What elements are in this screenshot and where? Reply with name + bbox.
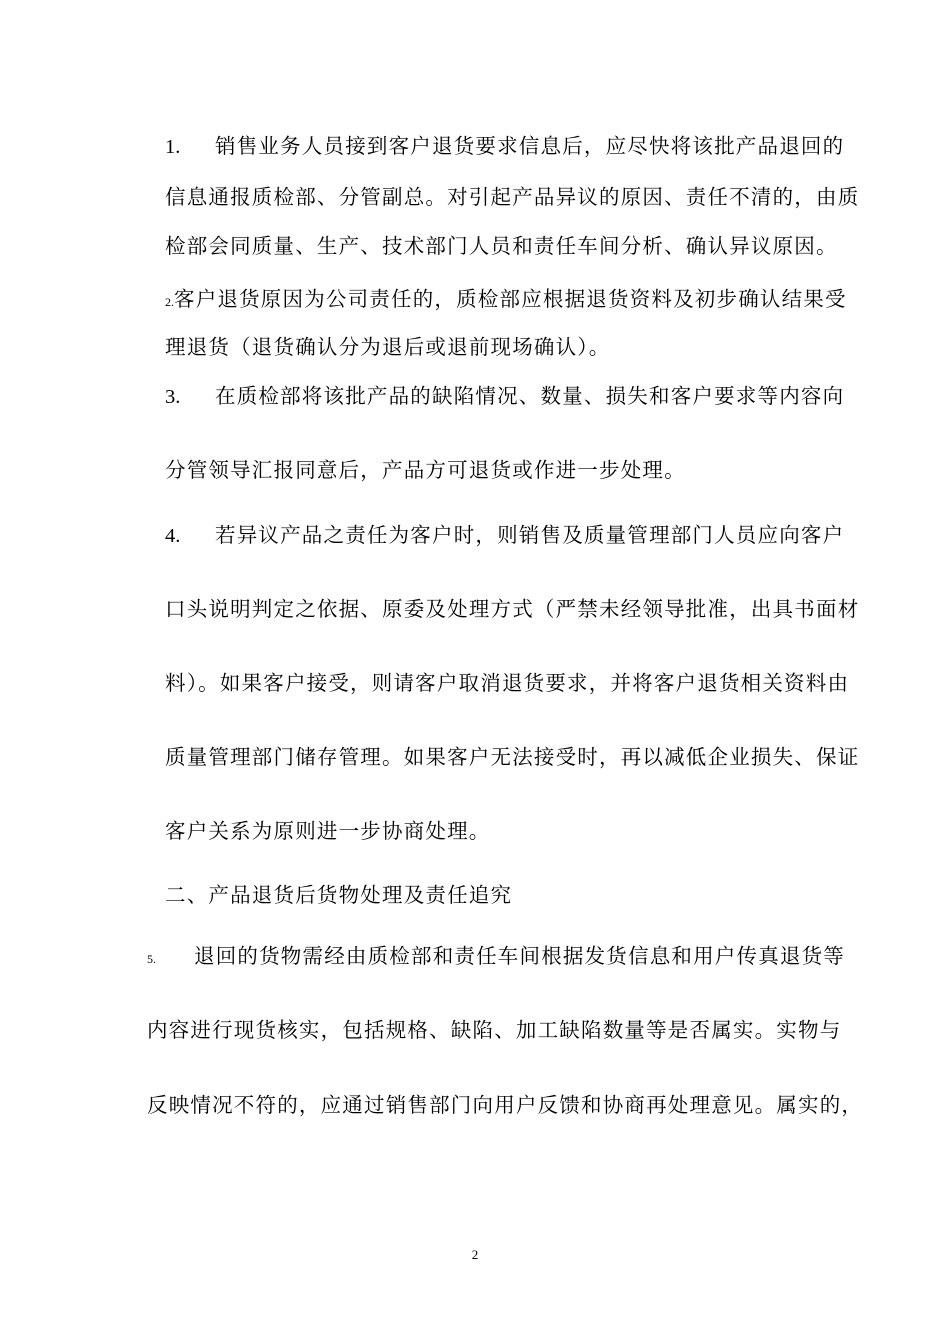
list-number: 3.	[165, 386, 181, 408]
paragraph-1-line-3: 检部会同质量、生产、技术部门人员和责任车间分析、确认异议原因。	[165, 234, 838, 258]
list-number: 2.	[165, 295, 174, 309]
page-number: 2	[471, 1247, 479, 1262]
paragraph-5-line-1	[147, 942, 845, 973]
paragraph-3-line-1	[165, 382, 844, 411]
paragraph-4-line-5: 客户关系为原则进一步协商处理。	[165, 819, 491, 843]
line-text: 销售业务人员接到客户退货要求信息后，应尽快将该批产品退回的	[215, 134, 845, 158]
paragraph-4-line-4: 质量管理部门储存管理。如果客户无法接受时，再以减低企业损失、保证	[165, 745, 860, 769]
section-heading: 二、产品退货后货物处理及责任追究	[165, 883, 513, 907]
paragraph-1-line-2: 信息通报质检部、分管副总。对引起产品异议的原因、责任不清的，由质	[165, 185, 860, 209]
list-number: 4.	[165, 525, 181, 547]
paragraph-4-line-3: 料）。如果客户接受，则请客户取消退货要求，并将客户退货相关资料由	[165, 671, 850, 695]
paragraph-2-line-2: 理退货（退货确认分为退后或退前现场确认）。	[165, 335, 611, 359]
line-text: 若异议产品之责任为客户时，则销售及质量管理部门人员应向客户	[215, 523, 845, 547]
paragraph-3-line-2: 分管领导汇报同意后，产品方可退货或作进一步处理。	[165, 458, 686, 482]
paragraph-1-line-1	[165, 132, 844, 161]
list-number: 5.	[147, 952, 156, 966]
paragraph-5-line-2: 内容进行现货核实，包括规格、缺陷、加工缺陷数量等是否属实。实物与	[147, 1018, 842, 1042]
paragraph-4-line-2: 口头说明判定之依据、原委及处理方式（严禁未经领导批准，出具书面材	[165, 597, 860, 621]
paragraph-2-line-1	[165, 285, 847, 316]
line-text: 在质检部将该批产品的缺陷情况、数量、损失和客户要求等内容向	[215, 384, 845, 408]
paragraph-5-line-3: 反映情况不符的，应通过销售部门向用户反馈和协商再处理意见。属实的，	[147, 1093, 864, 1117]
list-number: 1.	[165, 136, 181, 158]
line-text: 退回的货物需经由质检部和责任车间根据发货信息和用户传真退货等	[194, 944, 845, 968]
line-text: 客户退货原因为公司责任的，质检部应根据退货资料及初步确认结果受	[174, 287, 847, 311]
paragraph-4-line-1	[165, 521, 844, 550]
